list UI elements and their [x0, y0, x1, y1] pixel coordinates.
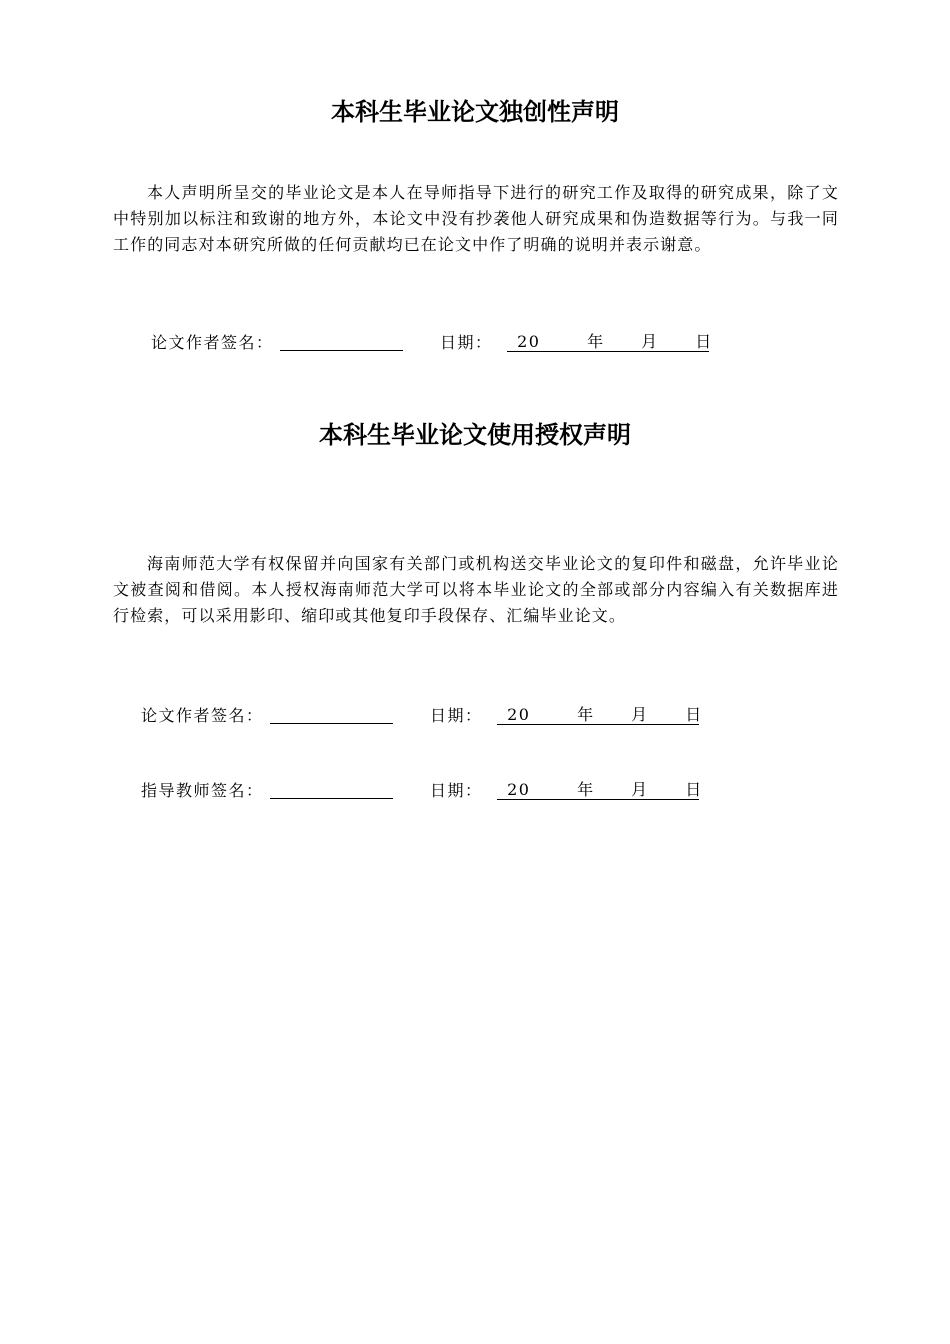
date-year-prefix: 20 [507, 705, 531, 724]
advisor-signature-field[interactable] [270, 779, 393, 799]
date-year-prefix: 20 [517, 332, 541, 351]
date-label: 日期： [440, 333, 493, 352]
date-label: 日期： [430, 781, 483, 800]
date-year-label: 年 [577, 780, 595, 799]
advisor-signature-row [141, 779, 393, 803]
date-row-1 [440, 331, 713, 355]
date-row-3 [430, 779, 703, 803]
date-year-prefix: 20 [507, 780, 531, 799]
author-signature-field[interactable] [270, 704, 393, 724]
author-signature-field[interactable] [280, 331, 403, 351]
date-field[interactable] [497, 779, 703, 800]
author-signature-row-2 [141, 704, 393, 728]
author-signature-label: 论文作者签名： [141, 706, 264, 725]
date-row-2 [430, 704, 703, 728]
originality-declaration-body: 本人声明所呈交的毕业论文是本人在导师指导下进行的研究工作及取得的研究成果，除了文中特别加以标注和致谢的地方外，本论文中没有抄袭他人研究成果和伪造数据等行为。与我一同工作的同志对本研究所做的任何贡献均已在论文中作了明确的说明并表示谢意。 [113, 183, 839, 254]
originality-declaration-title: 本科生毕业论文独创性声明 [331, 98, 619, 126]
author-signature-label: 论文作者签名： [151, 333, 274, 352]
date-day-label: 日 [685, 780, 703, 799]
authorization-declaration-title: 本科生毕业论文使用授权声明 [319, 421, 631, 449]
date-month-label: 月 [631, 705, 649, 724]
date-year-label: 年 [577, 705, 595, 724]
advisor-signature-label: 指导教师签名： [141, 781, 264, 800]
authorization-declaration-body: 海南师范大学有权保留并向国家有关部门或机构送交毕业论文的复印件和磁盘，允许毕业论文被查阅和借阅。本人授权海南师范大学可以将本毕业论文的全部或部分内容编入有关数据库进行检索，可以采用影印、缩印或其他复印手段保存、汇编毕业论文。 [113, 554, 839, 625]
date-day-label: 日 [685, 705, 703, 724]
date-field[interactable] [497, 704, 703, 725]
date-field[interactable] [507, 331, 713, 352]
author-signature-row-1 [151, 331, 403, 355]
date-label: 日期： [430, 706, 483, 725]
date-month-label: 月 [641, 332, 659, 351]
date-year-label: 年 [587, 332, 605, 351]
date-month-label: 月 [631, 780, 649, 799]
date-day-label: 日 [695, 332, 713, 351]
